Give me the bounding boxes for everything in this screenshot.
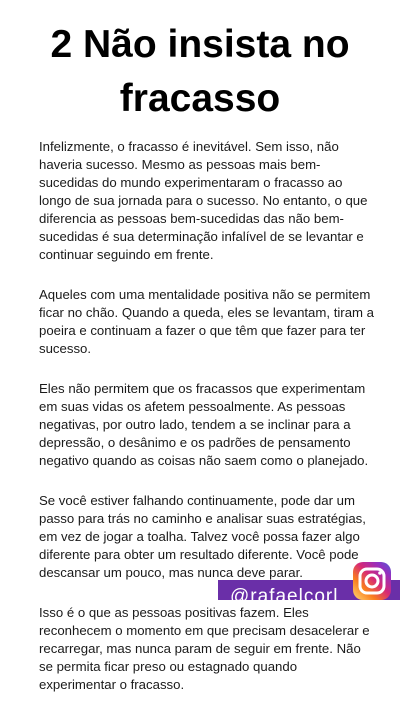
page-title: 2 Não insista no fracasso: [50, 23, 350, 120]
social-handle: @rafaelcorl: [230, 586, 339, 607]
paragraph: Isso é o que as pessoas positivas fazem. Eles reconhecem o momento em que precisam desacelerar e recarregar, mas nunca param de seguir em frente. Não se permita ficar preso ou estagnado quando experimentar o fracasso.: [39, 605, 370, 692]
paragraph: Eles não permitem que os fracassos que experimentam em suas vidas os afetem pessoalmente. As pessoas negativas, por outro lado, tendem a se inclinar para a depressão, o desânimo e os padrões de pensamento negativo quando as coisas não saem como o planejado.: [39, 381, 369, 468]
paragraph: Infelizmente, o fracasso é inevitável. Sem isso, não haveria sucesso. Mesmo as pessoas mais bem-sucedidas do mundo experimentaram o fracasso ao longo de sua jornada para o sucesso. No entanto, o que diferencia as pessoas bem-sucedidas das não bem-sucedidas é sua determinação infalível de se levantar e continuar seguindo em frente.: [39, 139, 368, 262]
paragraph: Se você estiver falhando continuamente, pode dar um passo para trás no caminho e analisar suas estratégias, em vez de jogar a toalha. Talvez você possa fazer algo diferente para obter um resultado diferente. Você pode descansar um pouco, mas nunca deve parar.: [39, 493, 366, 580]
paragraph: Aqueles com uma mentalidade positiva não se permitem ficar no chão. Quando a queda, eles se levantam, tiram a poeira e continuam a fazer o que têm que fazer para ter sucesso.: [39, 287, 375, 356]
instagram-icon: [352, 562, 392, 600]
article-body: [39, 138, 375, 716]
